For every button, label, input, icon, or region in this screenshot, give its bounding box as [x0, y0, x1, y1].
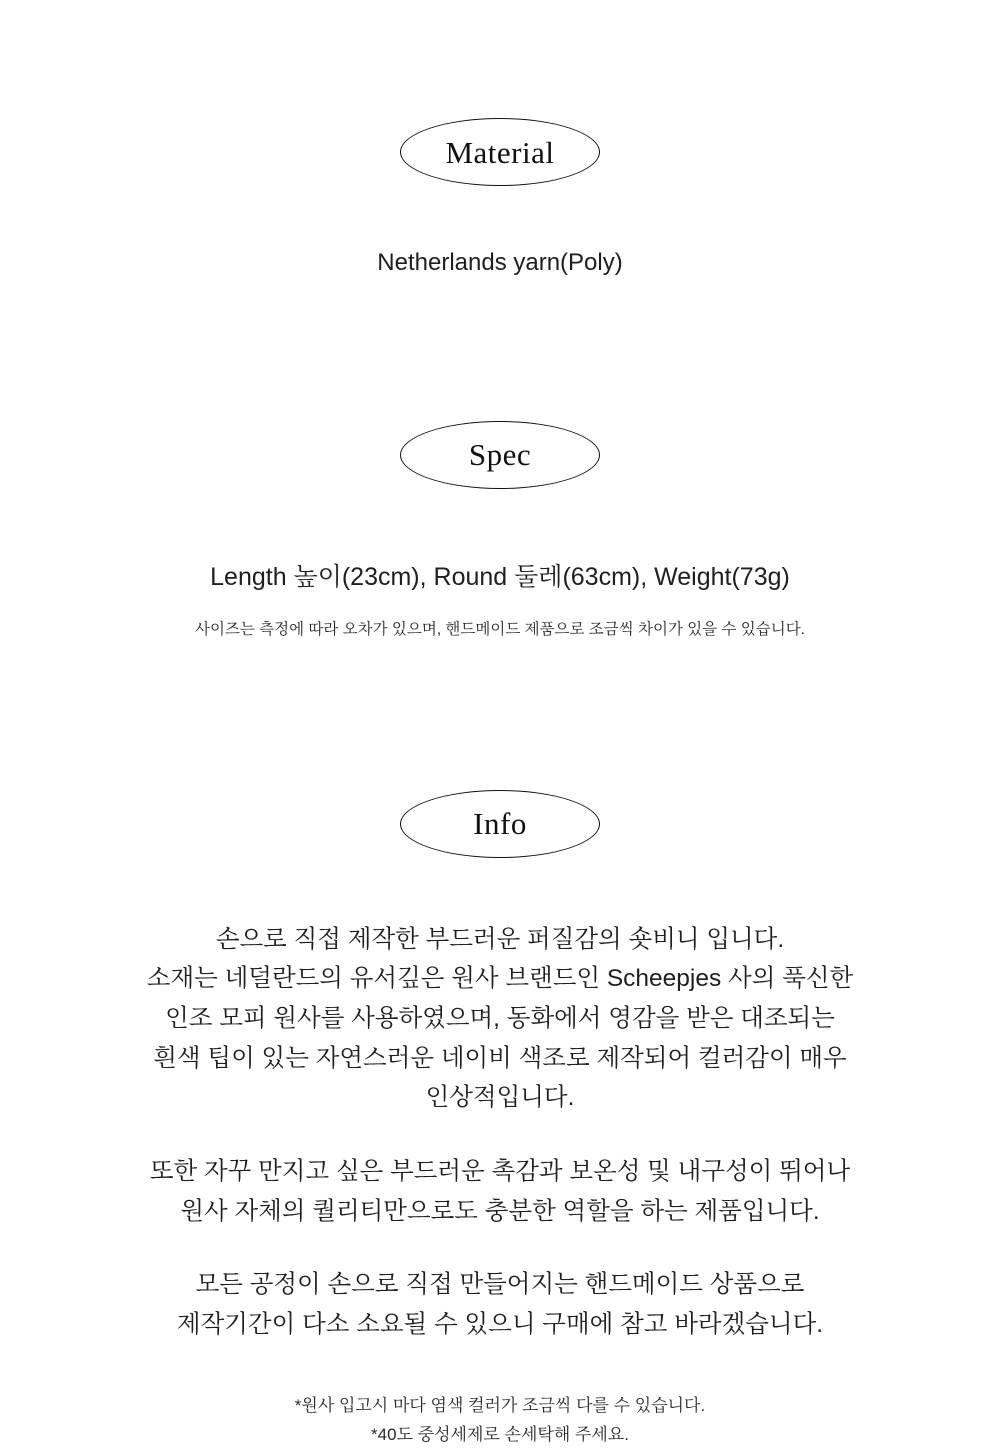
info-heading-badge — [0, 790, 1000, 858]
spec-note-text: 사이즈는 측정에 따라 오차가 있으며, 핸드메이드 제품으로 조금씩 차이가 있을 수 있습니다. — [195, 621, 805, 639]
info-line: 제작기간이 다소 소요될 수 있으니 구매에 참고 바라겠습니다. — [176, 1311, 824, 1339]
info-paragraph — [0, 1152, 1000, 1231]
spec-heading-badge — [0, 421, 1000, 489]
spec-note-wrap — [0, 618, 1000, 641]
info-line: 흰색 팁이 있는 자연스러운 네이비 색조로 제작되어 컬러감이 매우 — [153, 1044, 847, 1072]
info-footnote: *원사 입고시 마다 염색 컬러가 조금씩 다를 수 있습니다. — [294, 1395, 706, 1415]
spec-heading-label: Spec — [468, 437, 532, 473]
spec-measurements-text: Length 높이(23cm), Round 둘레(63cm), Weight(73g) — [210, 562, 790, 591]
info-line: 손으로 직접 제작한 부드러운 퍼질감의 숏비니 입니다. — [215, 925, 785, 953]
material-text: Netherlands yarn(Poly) — [377, 249, 623, 276]
info-body — [0, 920, 1000, 1345]
info-line: 모든 공정이 손으로 직접 만들어지는 핸드메이드 상품으로 — [195, 1271, 805, 1299]
product-detail-page — [0, 118, 1000, 1445]
material-heading-ellipse — [400, 118, 600, 186]
info-heading-label: Info — [473, 806, 527, 842]
info-line: 원사 자체의 퀄리티만으로도 충분한 역할을 하는 제품입니다. — [180, 1197, 820, 1225]
material-content — [0, 246, 1000, 281]
info-line: 또한 자꾸 만지고 싶은 부드러운 촉감과 보온성 및 내구성이 뛰어나 — [149, 1157, 851, 1185]
spec-content — [0, 559, 1000, 597]
info-line: 인조 모피 원사를 사용하였으며, 동화에서 영감을 받은 대조되는 — [165, 1004, 835, 1032]
info-line: 소재는 네덜란드의 유서깊은 원사 브랜드인 Scheepjes 사의 푹신한 — [146, 965, 854, 993]
info-footnote: *40도 중성세제로 손세탁해 주세요. — [371, 1425, 629, 1445]
spec-heading-ellipse — [400, 421, 600, 489]
info-footnotes — [0, 1391, 1000, 1450]
info-heading-ellipse — [400, 790, 600, 858]
material-heading-badge — [0, 118, 1000, 186]
info-paragraph — [0, 920, 1000, 1118]
info-line: 인상적입니다. — [425, 1084, 575, 1112]
info-paragraph — [0, 1265, 1000, 1344]
material-heading-label: Material — [445, 134, 555, 170]
